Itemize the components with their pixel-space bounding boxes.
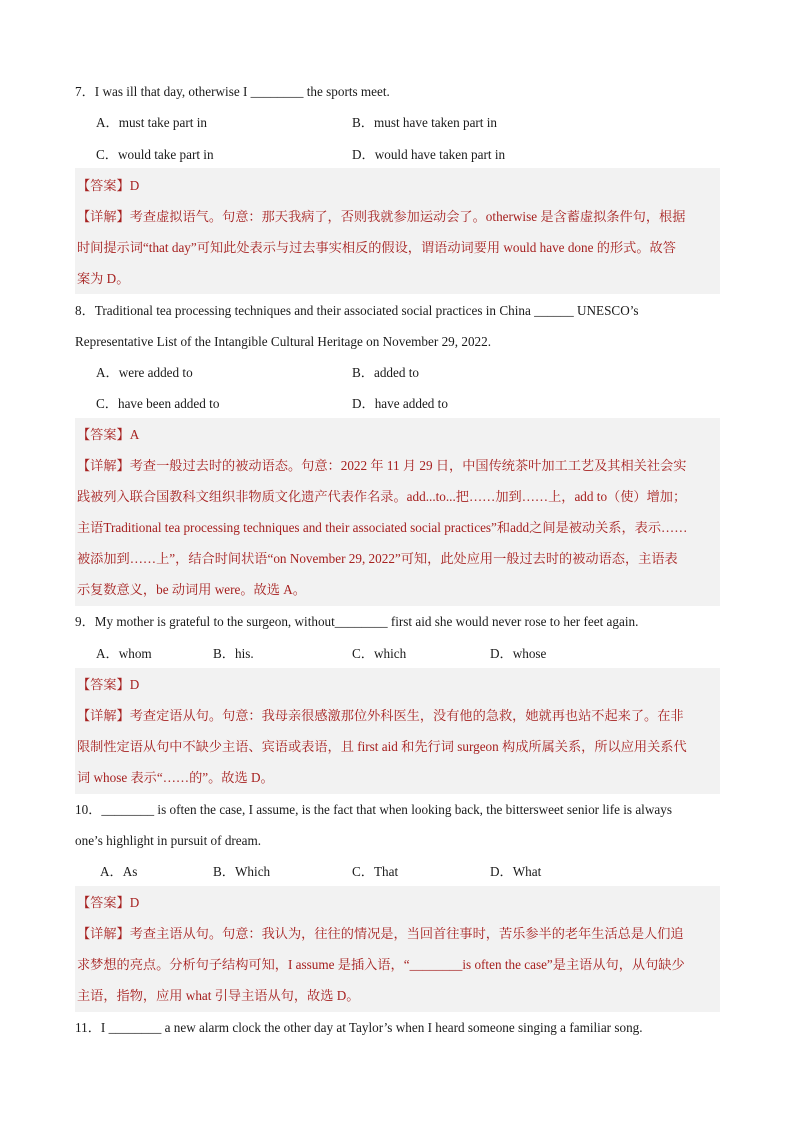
question-7-detail-line-3: 案为 D。 xyxy=(77,271,130,286)
question-8-detail-line-4: 被添加到……上”，结合时间状语“on November 29, 2022”可知，此处应用一般过去时的被动语态，主语表 xyxy=(77,551,678,566)
question-9-option-a[interactable]: A．whom xyxy=(96,646,152,661)
question-10-option-d[interactable]: D．What xyxy=(490,864,542,879)
question-8-stem-line-1: 8．Traditional tea processing techniques and their associated social practices in China ______ UNESCO’s xyxy=(75,303,639,318)
question-8-option-d[interactable]: D．have added to xyxy=(352,396,448,411)
question-9-option-c[interactable]: C．which xyxy=(352,646,407,661)
question-10-option-c[interactable]: C．That xyxy=(352,864,399,879)
question-7-option-c[interactable]: C．would take part in xyxy=(96,147,214,162)
question-7-stem: 7．I was ill that day, otherwise I ________ the sports meet. xyxy=(75,84,390,99)
question-8-detail-line-5: 示复数意义，be 动词用 were。故选 A。 xyxy=(77,582,306,597)
question-10-detail-line-3: 主语，指物，应用 what 引导主语从句，故选 D。 xyxy=(77,988,360,1003)
question-10-detail-line-1: 【详解】考查主语从句。句意：我认为，往往的情况是，当回首往事时，苦乐参半的老年生活总是人们追 xyxy=(77,926,684,941)
question-10-detail-line-2: 求梦想的亮点。分析句子结构可知，I assume 是插入语，“________is often the case”是主语从句，从句缺少 xyxy=(77,957,685,972)
question-8-stem-line-2: Representative List of the Intangible Cultural Heritage on November 29, 2022. xyxy=(75,334,492,349)
question-8-detail-line-1: 【详解】考查一般过去时的被动语态。句意：2022 年 11 月 29 日，中国传统茶叶加工工艺及其相关社会实 xyxy=(77,458,687,473)
question-10-option-b[interactable]: B．Which xyxy=(213,864,271,879)
question-8-option-c[interactable]: C．have been added to xyxy=(96,396,220,411)
question-10-stem-line-1: 10．________ is often the case, I assume, is the fact that when looking back, the bittersweet senior life is always xyxy=(75,802,672,817)
question-8-option-a[interactable]: A．were added to xyxy=(96,365,193,380)
question-7-option-a[interactable]: A．must take part in xyxy=(96,115,207,130)
question-7-detail-line-1: 【详解】考查虚拟语气。句意：那天我病了，否则我就参加运动会了。otherwise 是含蓄虚拟条件句，根据 xyxy=(77,209,686,224)
question-8-answer-box xyxy=(75,418,720,606)
question-9-option-d[interactable]: D．whose xyxy=(490,646,547,661)
question-7-answer: 【答案】D xyxy=(77,178,140,193)
question-10-stem-line-2: one’s highlight in pursuit of dream. xyxy=(75,833,262,848)
question-8-answer: 【答案】A xyxy=(77,427,140,442)
question-10-option-a[interactable]: A．As xyxy=(100,864,138,879)
question-9-detail-line-1: 【详解】考查定语从句。句意：我母亲很感激那位外科医生，没有他的急救，她就再也站不起来了。在非 xyxy=(77,708,684,723)
question-9-stem: 9．My mother is grateful to the surgeon, without________ first aid she would never rose to her feet again. xyxy=(75,614,639,629)
question-9-option-b[interactable]: B．his. xyxy=(213,646,254,661)
question-7-answer-box xyxy=(75,168,720,294)
question-11-stem: 11．I ________ a new alarm clock the other day at Taylor’s when I heard someone singing a familiar song. xyxy=(75,1020,643,1035)
question-9-detail-line-2: 限制性定语从句中不缺少主语、宾语或表语，且 first aid 和先行词 surgeon 构成所属关系，所以应用关系代 xyxy=(77,739,687,754)
question-7-option-d[interactable]: D．would have taken part in xyxy=(352,147,506,162)
question-9-answer: 【答案】D xyxy=(77,677,140,692)
question-8-detail-line-3: 主语Traditional tea processing techniques and their associated social practices”和add之间是被动关系，表示…… xyxy=(77,520,688,535)
question-7-option-b[interactable]: B．must have taken part in xyxy=(352,115,498,130)
question-9-detail-line-3: 词 whose 表示“……的”。故选 D。 xyxy=(77,770,274,785)
question-10-answer: 【答案】D xyxy=(77,895,140,910)
question-8-detail-line-2: 践被列入联合国教科文组织非物质文化遗产代表作名录。add...to...把……加到……上，add to（使）增加； xyxy=(77,489,687,504)
question-8-option-b[interactable]: B．added to xyxy=(352,365,420,380)
question-7-detail-line-2: 时间提示词“that day”可知此处表示与过去事实相反的假设，谓语动词要用 would have done 的形式。故答 xyxy=(77,240,676,255)
